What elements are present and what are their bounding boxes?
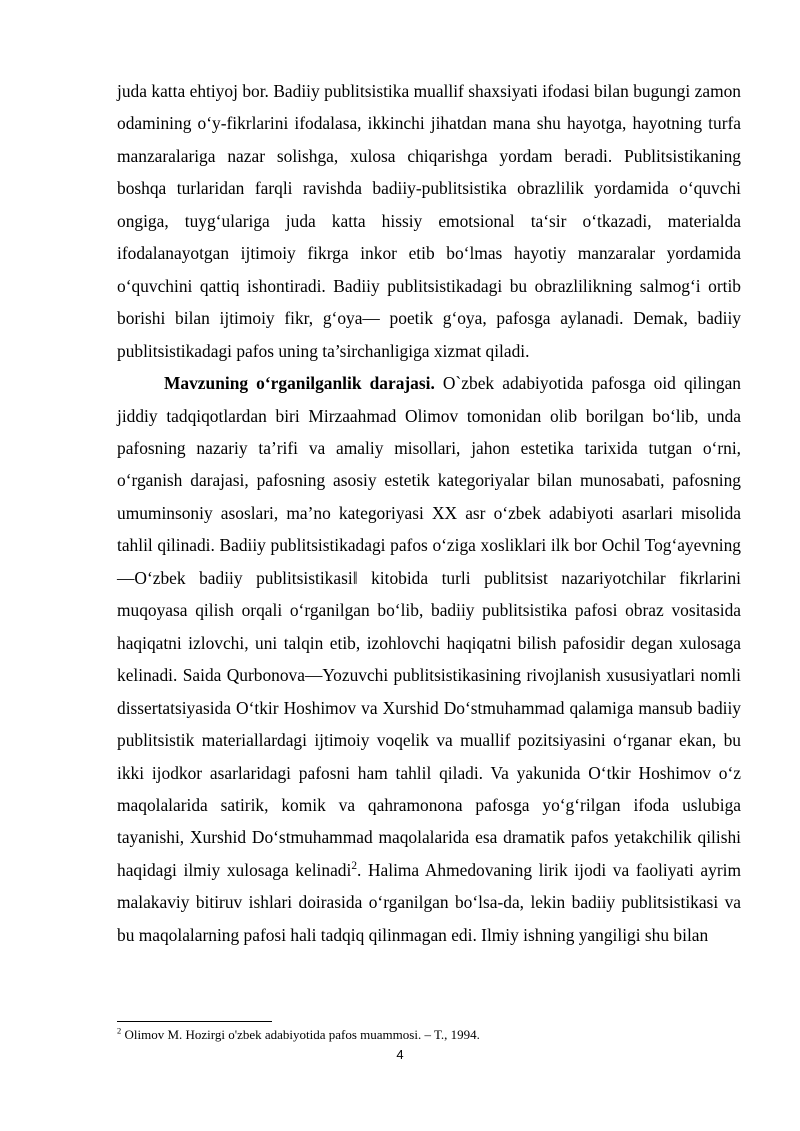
page-number: 4 <box>396 1047 404 1062</box>
footnote-text: Olimov M. Hozirgi o'zbek adabiyotida pafos muammosi. – T., 1994. <box>121 1027 480 1042</box>
paragraph-text: O`zbek adabiyotida pafosga oid qilingan jiddiy tadqiqotlardan biri Mirzaahmad Olimov tomonidan olib borilgan bo‘lib, unda pafosning nazariy ta’rifi va amaliy misollari, jahon estetika tarixida tutgan o‘rni, o‘rganish darajasi, pafosning asosiy estetik kategoriyalar bilan munosabati, pafosning umuminsoniy asoslari, ma’no kategoriyasi XX asr o‘zbek adabiyoti asarlari misolida tahlil qilinadi. Badiiy publitsistikadagi pafos o‘ziga xosliklari ilk bor Ochil Tog‘ayevning—O‘zbek badiiy publitsistikasi‖ kitobida turli publitsist nazariyotchilar fikrlarini muqoyasa qilish orqali o‘rganilgan bo‘lib, badiiy publitsistika pafosi obraz vositasida haqiqatni izlovchi, uni talqin etib, izohlovchi haqiqatni bilish pafosidir degan xulosaga kelinadi. Saida Qurbonova—Yozuvchi publitsistikasining rivojlanish xususiyatlari nomli dissertatsiyasida O‘tkir Hoshimov va Xurshid Do‘stmuhammad qalamiga mansub badiiy publitsistik materiallardagi ijtimoiy voqelik va muallif pozitsiyasini o‘rganar ekan, bu ikki ijodkor asarlaridagi pafosni ham tahlil qiladi. Va yakunida O‘tkir Hoshimov o‘z maqolalarida satirik, komik va qahramonona pafosga yo‘g‘rilgan ifoda uslubiga tayanishi, Xurshid Do‘stmuhammad maqolalarida esa dramatik pafos yetakchilik qilishi haqidagi ilmiy xulosaga kelinadi <box>117 373 741 880</box>
section-heading: Mavzuning o‘rganilganlik darajasi. <box>164 373 435 394</box>
paragraph-research-degree <box>117 367 741 951</box>
footnote-marker: 2 <box>117 1025 122 1036</box>
footnote-separator <box>117 1021 272 1022</box>
body-text <box>117 75 741 951</box>
paragraph-continuation: juda katta ehtiyoj bor. Badiiy publitsistika muallif shaxsiyati ifodasi bilan bugungi zamon odamining o‘y-fikrlarini ifodalasa, ikkinchi jihatdan mana shu hayotga, hayotning turfa manzaralariga nazar solishga, xulosa chiqarishga yordam beradi. Publitsistikaning boshqa turlaridan farqli ravishda badiiy-publitsistika obrazlilik yordamida o‘quvchi ongiga, tuyg‘ulariga juda katta hissiy emotsional ta‘sir o‘tkazadi, materialda ifodalanayotgan ijtimoiy fikrga inkor etib bo‘lmas hayotiy manzaralar yordamida o‘quvchini qattiq ishontiradi. Badiiy publitsistikadagi bu obrazlilikning salmog‘i ortib borishi bilan ijtimoiy fikr, g‘oya— poetik g‘oya, pafosga aylanadi. Demak, badiiy publitsistikadagi pafos uning ta’sirchanligiga xizmat qiladi. <box>117 81 741 361</box>
footnote-reference: 2 <box>351 860 357 873</box>
footnote <box>117 1027 741 1043</box>
paragraph-text-continued: . Halima Ahmedovaning lirik ijodi va faoliyati ayrim malakaviy bitiruv ishlari doirasida o‘rganilgan bo‘lsa-da, lekin badiiy publitsistikasi va bu maqolalarning pafosi hali tadqiq qilinmagan edi. Ilmiy ishning yangiligi shu bilan <box>117 859 741 945</box>
